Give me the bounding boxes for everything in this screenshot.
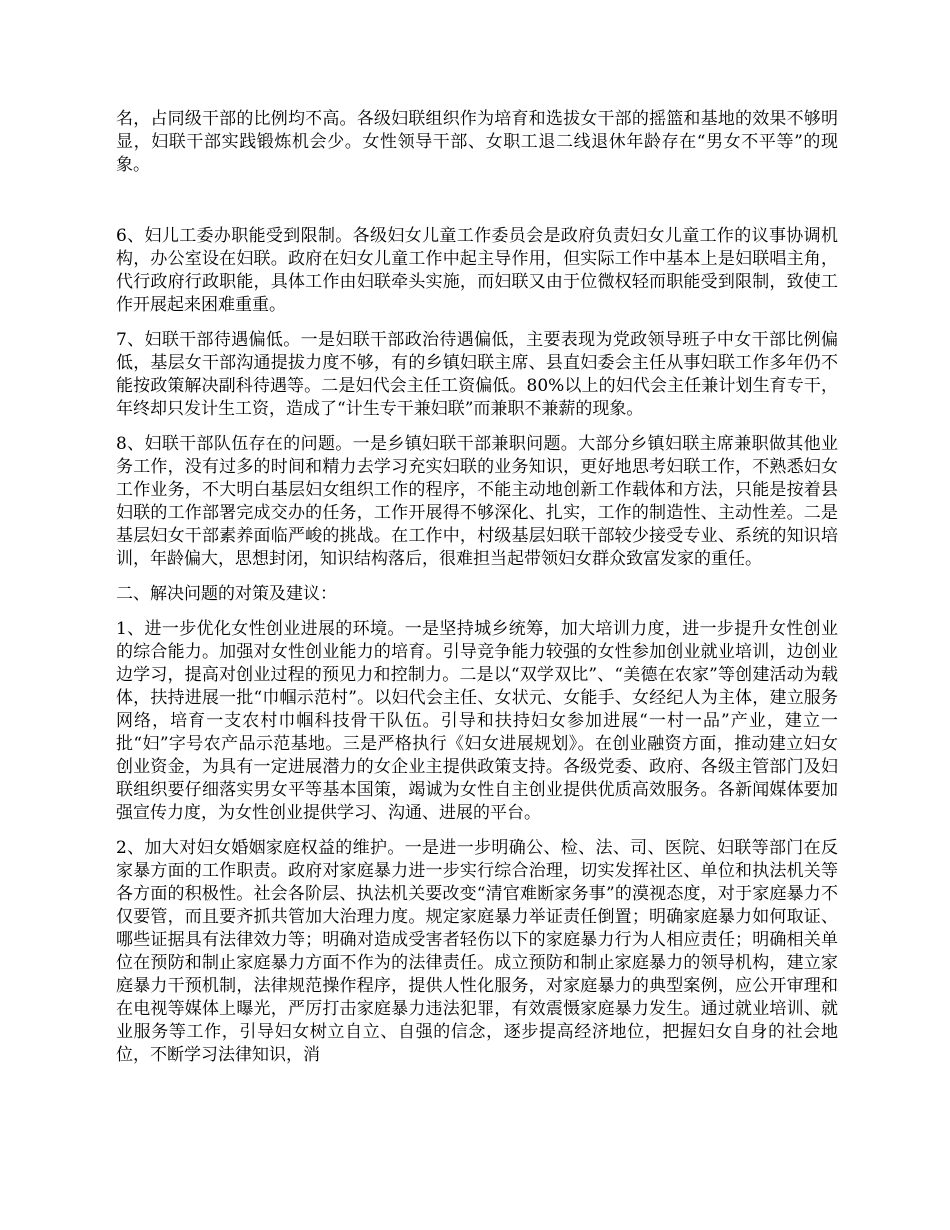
paragraph-item-6: 6、妇儿工委办职能受到限制。各级妇女儿童工作委员会是政府负责妇女儿童工作的议事协调机构，办公室设在妇联。政府在妇女儿童工作中起主导作用，但实际工作中基本上是妇联唱主角，代行政府行政职能，具体工作由妇联牵头实施，而妇联又由于位微权轻而职能受到限制，致使工作开展起来困难重重。	[116, 226, 838, 315]
paragraph-suggestion-2: 2、加大对妇女婚姻家庭权益的维护。一是进一步明确公、检、法、司、医院、妇联等部门在反家暴方面的工作职责。政府对家庭暴力进一步实行综合治理，切实发挥社区、单位和执法机关等各方面的积极性。社会各阶层、执法机关要改变“清官难断家务事”的漠视态度，对于家庭暴力不仅要管，而且要齐抓共管加大治理力度。规定家庭暴力举证责任倒置；明确家庭暴力如何取证、哪些证据具有法律效力等；明确对造成受害者轻伤以下的家庭暴力行为人相应责任；明确相关单位在预防和制止家庭暴力方面不作为的法律责任。成立预防和制止家庭暴力的领导机构，建立家庭暴力干预机制，法律规范操作程序，提供人性化服务，对家庭暴力的典型案例，应公开审理和在电视等媒体上曝光，严厉打击家庭暴力违法犯罪，有效震慑家庭暴力发生。通过就业培训、就业服务等工作，引导妇女树立自立、自强的信念，逐步提高经济地位，把握妇女自身的社会地位，不断学习法律知识，消	[116, 838, 838, 1065]
paragraph-item-7: 7、妇联干部待遇偏低。一是妇联干部政治待遇偏低，主要表现为党政领导班子中女干部比例偏低，基层女干部沟通提拔力度不够，有的乡镇妇联主席、县直妇委会主任从事妇联工作多年仍不能按政策解决副科待遇等。二是妇代会主任工资偏低。80%以上的妇代会主任兼计划生育专干，年终却只发计生工资，造成了“计生专干兼妇联”而兼职不兼薪的现象。	[116, 330, 838, 419]
document-page	[116, 108, 838, 1079]
paragraph-item-8: 8、妇联干部队伍存在的问题。一是乡镇妇联干部兼职问题。大部分乡镇妇联主席兼职做其他业务工作，没有过多的时间和精力去学习充实妇联的业务知识，更好地思考妇联工作，不熟悉妇女工作业务，不大明白基层妇女组织工作的程序，不能主动地创新工作载体和方法，只能是按着县妇联的工作部署完成交办的任务，工作开展得不够深化、扎实，工作的制造性、主动性差。二是基层妇女干部素养面临严峻的挑战。在工作中，村级基层妇联干部较少接受专业、系统的知识培训，年龄偏大，思想封闭，知识结构落后，很难担当起带领妇女群众致富发家的重任。	[116, 434, 838, 569]
section-heading: 二、解决问题的对策及建议：	[116, 584, 337, 604]
paragraph-continuation: 名，占同级干部的比例均不高。各级妇联组织作为培育和选拔女干部的摇篮和基地的效果不够明显，妇联干部实践锻炼机会少。女性领导干部、女职工退二线退休年龄存在“男女不平等”的现象。	[116, 109, 838, 175]
paragraph-suggestion-1: 1、进一步优化女性创业进展的环境。一是坚持城乡统筹，加大培训力度，进一步提升女性创业的综合能力。加强对女性创业能力的培育。引导竞争能力较强的女性参加创业就业培训，边创业边学习，提高对创业过程的预见力和控制力。二是以“双学双比”、“美德在农家”等创建活动为载体，扶持进展一批“巾帼示范村”。以妇代会主任、女状元、女能手、女经纪人为主体，建立服务网络，培育一支农村巾帼科技骨干队伍。引导和扶持妇女参加进展“一村一品”产业，建立一批“妇”字号农产品示范基地。三是严格执行《妇女进展规划》。在创业融资方面，推动建立妇女创业资金，为具有一定进展潜力的女企业主提供政策支持。各级党委、政府、各级主管部门及妇联组织要仔细落实男女平等基本国策，竭诚为女性自主创业提供优质高效服务。各新闻媒体要加强宣传力度，为女性创业提供学习、沟通、进展的平台。	[116, 619, 838, 823]
